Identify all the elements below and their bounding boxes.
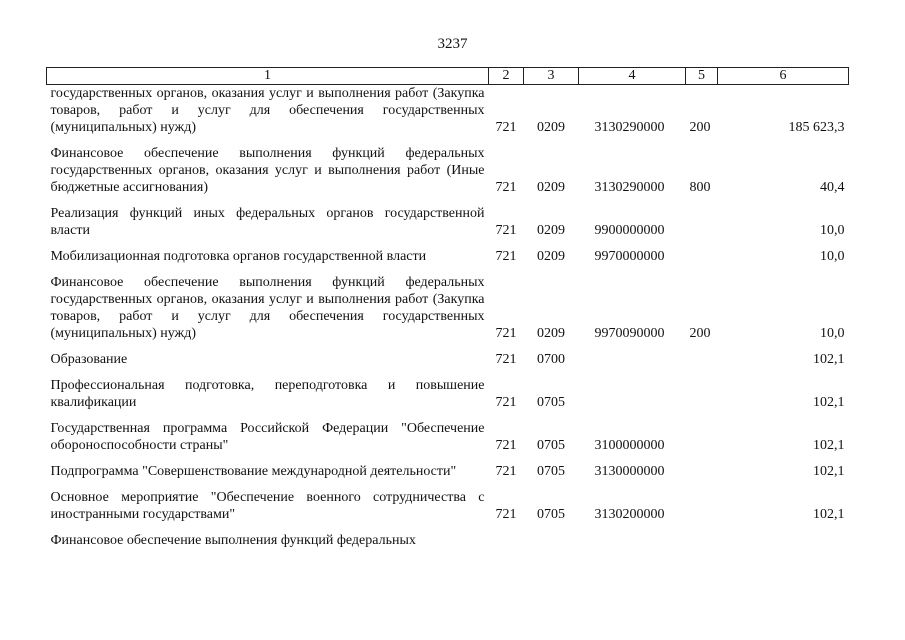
row-target: 3130200000 xyxy=(594,507,665,522)
table-header-row xyxy=(47,68,849,85)
row-name: Реализация функций иных федеральных органов государственной власти xyxy=(50,206,485,238)
table-row xyxy=(47,368,849,411)
row-target xyxy=(579,523,686,549)
row-section: 0209 xyxy=(537,326,565,341)
row-expense-type: 200 xyxy=(689,120,711,135)
row-target xyxy=(579,368,686,411)
row-expense-type xyxy=(686,523,718,549)
row-amount: 102,1 xyxy=(813,438,845,453)
row-target: 3130000000 xyxy=(594,464,665,479)
column-header: 2 xyxy=(489,68,524,85)
row-expense-type xyxy=(686,368,718,411)
row-name: государственных органов, оказания услуг и выполнения работ (Закупка товаров, работ и услуг для обеспечения государственных (муниципальных) нужд) xyxy=(50,86,485,135)
row-target: 9900000000 xyxy=(594,223,665,238)
row-section: 0209 xyxy=(537,180,565,195)
table-row xyxy=(47,85,849,137)
row-target: 9970090000 xyxy=(594,326,665,341)
table-row xyxy=(47,136,849,196)
row-target: 3130290000 xyxy=(594,180,665,195)
row-ministry: 721 xyxy=(495,326,517,341)
row-ministry: 721 xyxy=(495,507,517,522)
row-expense-type xyxy=(686,454,718,480)
row-amount: 10,0 xyxy=(820,326,845,341)
row-amount: 10,0 xyxy=(820,223,845,238)
row-name: Подпрограмма "Совершенствование международной деятельности" xyxy=(50,464,457,479)
row-amount: 102,1 xyxy=(813,395,845,410)
column-header: 4 xyxy=(579,68,686,85)
row-section: 0209 xyxy=(537,223,565,238)
row-amount xyxy=(718,523,849,549)
row-name: Финансовое обеспечение выполнения функций федеральных xyxy=(50,533,416,548)
row-target xyxy=(579,342,686,368)
row-target: 3130290000 xyxy=(594,120,665,135)
row-ministry: 721 xyxy=(495,395,517,410)
table-row xyxy=(47,239,849,265)
row-ministry: 721 xyxy=(495,120,517,135)
row-amount: 102,1 xyxy=(813,352,845,367)
row-section xyxy=(524,523,579,549)
row-section: 0209 xyxy=(537,120,565,135)
row-section: 0209 xyxy=(537,249,565,264)
row-ministry: 721 xyxy=(495,223,517,238)
row-amount: 185 623,3 xyxy=(788,120,845,135)
table-row xyxy=(47,196,849,239)
row-section: 0705 xyxy=(537,464,565,479)
row-expense-type xyxy=(686,239,718,265)
row-name: Государственная программа Российской Федерации "Обеспечение обороноспособности страны" xyxy=(50,421,485,453)
row-section: 0705 xyxy=(537,507,565,522)
column-header: 3 xyxy=(524,68,579,85)
row-amount: 10,0 xyxy=(820,249,845,264)
column-header: 1 xyxy=(47,68,489,85)
row-name: Финансовое обеспечение выполнения функций федеральных государственных органов, оказания услуг и выполнения работ (Иные бюджетные ассигнования) xyxy=(50,146,485,195)
row-expense-type xyxy=(686,196,718,239)
row-target: 9970000000 xyxy=(594,249,665,264)
row-ministry: 721 xyxy=(495,352,517,367)
row-amount: 102,1 xyxy=(813,507,845,522)
row-section: 0705 xyxy=(537,438,565,453)
row-section: 0700 xyxy=(537,352,565,367)
column-header: 5 xyxy=(686,68,718,85)
row-amount: 102,1 xyxy=(813,464,845,479)
row-ministry xyxy=(489,523,524,549)
row-expense-type xyxy=(686,411,718,454)
budget-table xyxy=(46,67,849,549)
row-name: Основное мероприятие "Обеспечение военного сотрудничества с иностранными государствами" xyxy=(50,490,485,522)
row-ministry: 721 xyxy=(495,180,517,195)
row-ministry: 721 xyxy=(495,464,517,479)
row-target: 3100000000 xyxy=(594,438,665,453)
table-row xyxy=(47,523,849,549)
table-row xyxy=(47,454,849,480)
row-name: Финансовое обеспечение выполнения функций федеральных государственных органов, оказания услуг и выполнения работ (Закупка товаров, работ и услуг для обеспечения государственных (муниципальных) нужд) xyxy=(50,275,485,341)
row-expense-type: 200 xyxy=(689,326,711,341)
table-row xyxy=(47,265,849,342)
table-row xyxy=(47,480,849,523)
page-number: 3237 xyxy=(437,36,468,52)
row-name: Образование xyxy=(50,352,128,367)
row-name: Профессиональная подготовка, переподготовка и повышение квалификации xyxy=(50,378,485,410)
row-ministry: 721 xyxy=(495,249,517,264)
row-name: Мобилизационная подготовка органов государственной власти xyxy=(50,249,427,264)
row-section: 0705 xyxy=(537,395,565,410)
row-expense-type: 800 xyxy=(689,180,711,195)
row-amount: 40,4 xyxy=(820,180,845,195)
row-expense-type xyxy=(686,480,718,523)
column-header: 6 xyxy=(718,68,849,85)
table-row xyxy=(47,411,849,454)
row-expense-type xyxy=(686,342,718,368)
table-row xyxy=(47,342,849,368)
row-ministry: 721 xyxy=(495,438,517,453)
